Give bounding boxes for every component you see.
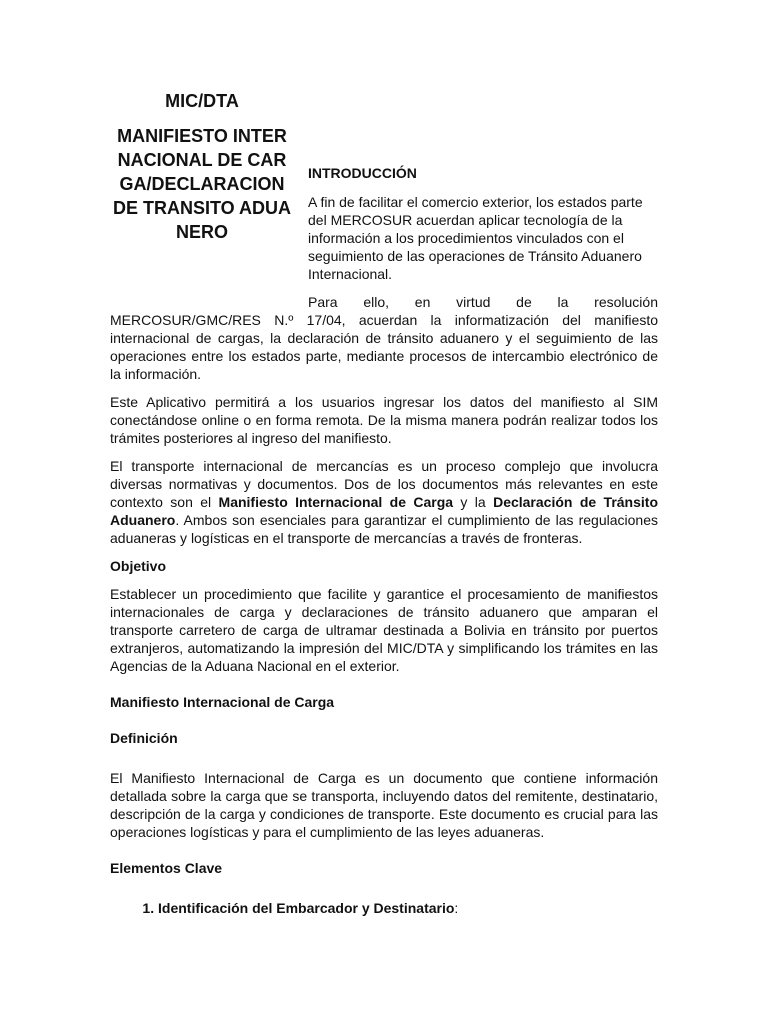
transport-text-2: y la xyxy=(453,494,494,510)
definition-paragraph: El Manifiesto Internacional de Carga es un documento que contiene información detallada sobre la carga que se transporta, incluyendo datos del remitente, destinatario, descripción de la carga y condiciones de transporte. Este documento es crucial para las operaciones logísticas y para el cumplimiento de las leyes aduaneras. xyxy=(110,770,658,840)
transport-bold-manifest: Manifiesto Internacional de Carga xyxy=(218,494,454,510)
definition-heading: Definición xyxy=(110,730,178,746)
document-subtitle: MANIFIESTO INTERNACIONAL DE CARGA/DECLARACION DE TRANSITO ADUANERO xyxy=(112,126,291,242)
title-block xyxy=(112,88,292,244)
transport-text-3: . Ambos son esenciales para garantizar el cumplimiento de las regulaciones aduaneras y logísticas en el transporte de mercancías a través de fronteras. xyxy=(110,512,658,546)
key-elements-heading: Elementos Clave xyxy=(110,860,223,876)
manifest-heading: Manifiesto Internacional de Carga xyxy=(110,694,335,710)
list-item-suffix: : xyxy=(454,900,459,916)
transport-bold-declaration: Declaración de Tránsito Aduanero xyxy=(110,494,658,528)
application-paragraph: Este Aplicativo permitirá a los usuarios ingresar los datos del manifiesto al SIM conectándose online o en forma remota. De la misma manera podrán realizar todos los trámites posteriores al ingreso del manifiesto. xyxy=(110,394,658,446)
transport-text-1: El transporte internacional de mercancías es un proceso complejo que involucra diversas normativas y documentos. Dos de los documentos más relevantes en este contexto son el xyxy=(110,458,658,510)
resolution-paragraph: Para ello, en virtud de la resolución MERCOSUR/GMC/RES N.º 17/04, acuerdan la informatización del manifiesto internacional de cargas, la declaración de tránsito aduanero y el seguimiento de las operaciones entre los estados parte, mediante procesos de intercambio electrónico de la información. xyxy=(110,294,658,382)
list-item-label: Identificación del Embarcador y Destinatario xyxy=(158,900,455,916)
introduction-heading: INTRODUCCIÓN xyxy=(308,165,417,181)
key-elements-list xyxy=(110,899,658,917)
document-title: MIC/DTA xyxy=(165,91,239,111)
document-body xyxy=(110,293,658,917)
introduction-paragraph: A fin de facilitar el comercio exterior, los estados parte del MERCOSUR acuerdan aplicar tecnología de la información a los procedimientos vinculados con el seguimiento de las operaciones de Tránsito Aduanero Internacional. xyxy=(308,194,643,282)
objective-heading: Objetivo xyxy=(110,558,167,574)
list-item xyxy=(158,899,658,917)
objective-paragraph: Establecer un procedimiento que facilite y garantice el procesamiento de manifiestos internacionales de carga y declaraciones de tránsito aduanero que amparan el transporte carretero de carga de ultramar destinada a Bolivia en tránsito por puertos extranjeros, automatizando la impresión del MIC/DTA y simplificando los trámites en las Agencias de la Aduana Nacional en el exterior. xyxy=(110,586,658,674)
transport-paragraph xyxy=(110,457,658,547)
